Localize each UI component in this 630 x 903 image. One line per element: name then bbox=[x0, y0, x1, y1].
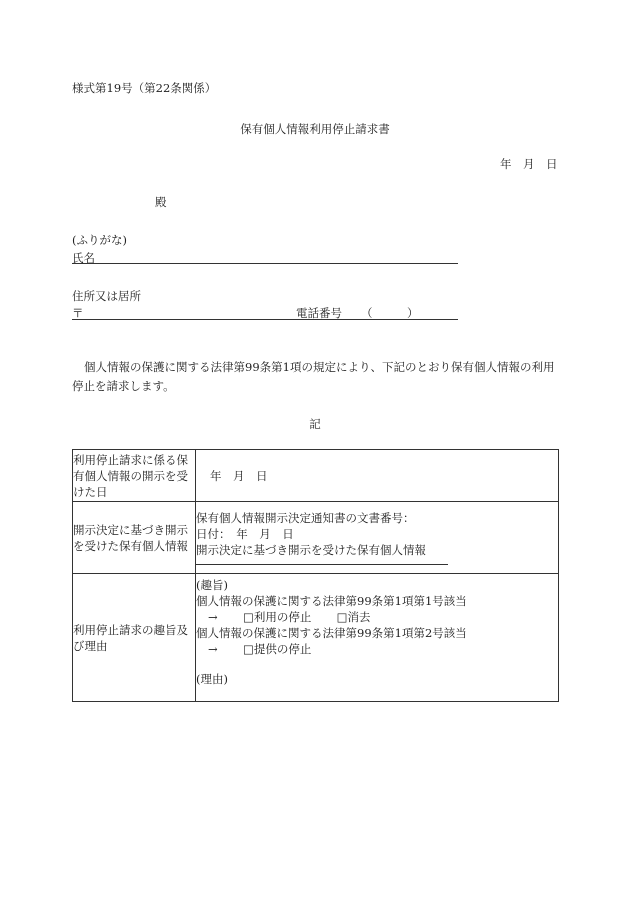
table-row bbox=[73, 502, 559, 574]
intro-line-2: 停止を請求します。 bbox=[72, 379, 175, 393]
label-line: を受けた保有個人情報 bbox=[73, 538, 188, 553]
arrow-icon: → bbox=[208, 610, 218, 624]
notice-date-label: 日付： 年 月 日 bbox=[196, 527, 294, 541]
label-line: び理由 bbox=[73, 638, 108, 653]
row-label-purpose-reason bbox=[73, 574, 196, 702]
document-title: 保有個人情報利用停止請求書 bbox=[240, 122, 390, 136]
arrow-icon: → bbox=[208, 642, 218, 656]
name-label: 氏名 bbox=[72, 251, 95, 265]
clause-1-options bbox=[196, 609, 558, 625]
row-label-disclosure-date bbox=[73, 450, 196, 502]
disclosed-info-label: 開示決定に基づき開示を受けた保有個人情報 bbox=[196, 543, 426, 557]
purpose-reason-cell[interactable] bbox=[196, 574, 559, 702]
reason-heading: (理由) bbox=[196, 672, 228, 686]
table-row bbox=[73, 450, 559, 502]
address-label: 住所又は居所 bbox=[72, 289, 141, 303]
phone-label: 電話番号 bbox=[296, 306, 342, 320]
form-number: 様式第19号（第22条関係） bbox=[72, 81, 217, 95]
stop-use-checkbox[interactable]: □利用の停止 bbox=[242, 610, 312, 624]
disclosed-info-cell[interactable] bbox=[196, 502, 559, 574]
intro-line-1: 個人情報の保護に関する法律第99条第1項の規定により、下記のとおり保有個人情報の利用 bbox=[84, 360, 555, 374]
stop-provision-checkbox[interactable]: □提供の停止 bbox=[242, 642, 312, 656]
disclosure-date-value: 年 月 日 bbox=[210, 468, 268, 483]
phone-parens: （ ） bbox=[361, 306, 419, 320]
clause-2-options bbox=[196, 641, 558, 657]
label-line: けた日 bbox=[73, 484, 108, 499]
postal-mark: 〒 bbox=[72, 306, 84, 320]
clause-1: 個人情報の保護に関する法律第99条第1項第1号該当 bbox=[196, 594, 467, 608]
purpose-heading: (趣旨) bbox=[196, 578, 228, 592]
ki-heading: 記 bbox=[309, 417, 321, 431]
disclosure-date-cell[interactable] bbox=[196, 450, 559, 502]
label-line: 利用停止請求に係る保 bbox=[73, 452, 188, 467]
furigana-label: (ふりがな) bbox=[72, 233, 127, 247]
address-underline bbox=[72, 319, 458, 320]
name-underline bbox=[72, 263, 458, 264]
doc-number-label: 保有個人情報開示決定通知書の文書番号： bbox=[196, 511, 415, 525]
disclosed-info-blank-line bbox=[196, 564, 448, 565]
label-line: 利用停止請求の趣旨及 bbox=[73, 622, 188, 637]
erase-checkbox[interactable]: □消去 bbox=[336, 610, 371, 624]
label-line: 有個人情報の開示を受 bbox=[73, 468, 188, 483]
date-line: 年 月 日 bbox=[500, 157, 558, 171]
label-line: 開示決定に基づき開示 bbox=[73, 522, 188, 537]
clause-2: 個人情報の保護に関する法律第99条第1項第2号該当 bbox=[196, 626, 467, 640]
request-table bbox=[72, 449, 559, 702]
addressee-suffix: 殿 bbox=[155, 195, 167, 209]
table-row bbox=[73, 574, 559, 702]
row-label-disclosed-info bbox=[73, 502, 196, 574]
